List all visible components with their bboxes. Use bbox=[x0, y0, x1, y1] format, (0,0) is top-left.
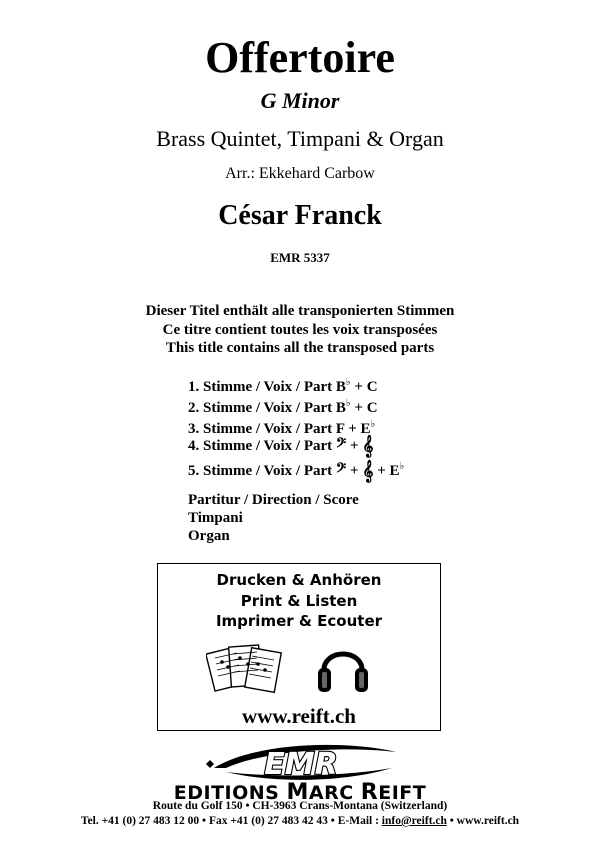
timpani-part: Timpani bbox=[188, 510, 243, 526]
key-subtitle: G Minor bbox=[260, 88, 340, 113]
note-german: Dieser Titel enthält alle transponierten Stimmen bbox=[145, 303, 455, 319]
treble-clef-icon: 𝄞 bbox=[362, 436, 374, 457]
part-row-3: 3. Stimme / Voix / Part F + E♭ bbox=[188, 419, 376, 437]
part-row-5: 5. Stimme / Voix / Part 𝄢 + 𝄞 + E♭ bbox=[188, 461, 405, 482]
note-english: This title contains all the transposed parts bbox=[165, 340, 435, 356]
emr-logo bbox=[196, 738, 406, 786]
flat-sign: ♭ bbox=[370, 419, 376, 430]
promo-line-french: Imprimer & Ecouter bbox=[215, 612, 383, 630]
composer: César Franck bbox=[218, 200, 382, 231]
email-link[interactable]: info@reift.ch bbox=[381, 815, 447, 827]
part-row-4: 4. Stimme / Voix / Part 𝄢 + 𝄞 bbox=[188, 436, 374, 457]
organ-part: Organ bbox=[188, 528, 230, 544]
promo-line-german: Drucken & Anhören bbox=[216, 571, 382, 589]
catalog-number: EMR 5337 bbox=[270, 250, 330, 265]
headphones-icon bbox=[316, 638, 370, 696]
parts-list bbox=[188, 372, 405, 482]
sheet-music-icon bbox=[206, 640, 282, 696]
flat-sign: ♭ bbox=[399, 461, 405, 472]
treble-clef-icon: 𝄞 bbox=[362, 461, 374, 482]
flat-sign: ♭ bbox=[345, 377, 351, 388]
part-row-1: 1. Stimme / Voix / Part B♭ + C bbox=[188, 377, 378, 395]
note-french: Ce titre contient toutes les voix transposées bbox=[162, 321, 438, 338]
instrumentation: Brass Quintet, Timpani & Organ bbox=[156, 126, 444, 151]
score-part: Partitur / Direction / Score bbox=[188, 492, 359, 508]
promo-box bbox=[157, 563, 441, 731]
arranger: Arr.: Ekkehard Carbow bbox=[225, 165, 375, 182]
promo-url[interactable]: www.reift.ch bbox=[242, 704, 356, 728]
logo-text: EMR bbox=[264, 747, 338, 782]
bass-clef-icon: 𝄢 bbox=[335, 437, 347, 454]
additional-parts bbox=[188, 491, 359, 545]
transposition-notes bbox=[0, 302, 600, 358]
publisher-name: EDITIONS MARC REIFT bbox=[173, 780, 427, 805]
promo-line-english: Print & Listen bbox=[240, 592, 358, 610]
flat-sign: ♭ bbox=[345, 398, 351, 409]
bass-clef-icon: 𝄢 bbox=[335, 462, 347, 479]
publisher-address: Route du Golf 150 • CH-3963 Crans-Montana (Switzerland) bbox=[152, 800, 448, 812]
page-title: Offertoire bbox=[205, 33, 395, 82]
part-row-2: 2. Stimme / Voix / Part B♭ + C bbox=[188, 398, 378, 416]
publisher-contact: Tel. +41 (0) 27 483 12 00 • Fax +41 (0) 27 483 42 43 • E-Mail : info@reift.ch • www.reift.ch bbox=[80, 815, 520, 827]
